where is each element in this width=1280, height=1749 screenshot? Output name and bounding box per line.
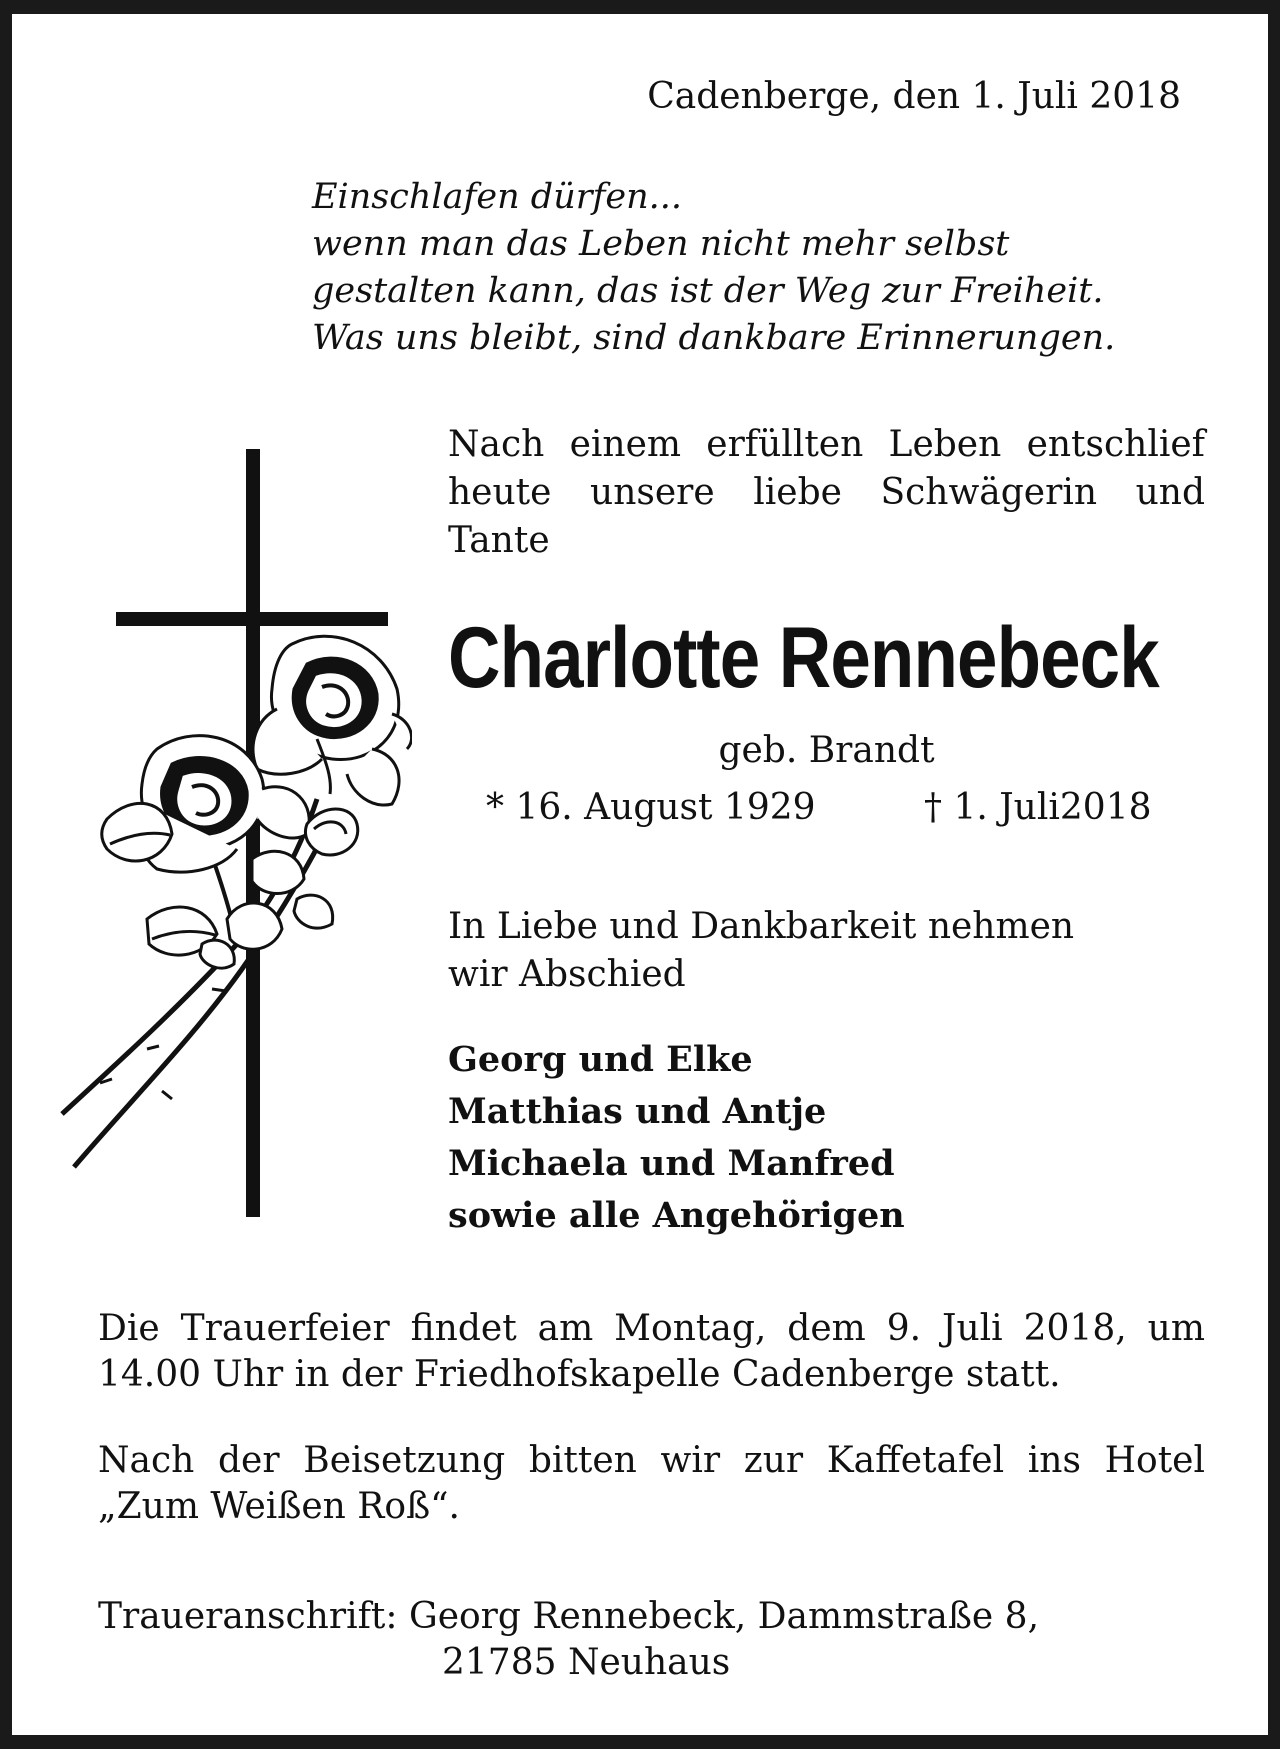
mourners-list — [448, 1034, 905, 1242]
announcement-line: Tante — [448, 520, 550, 561]
mourner-line: sowie alle Angehörigen — [448, 1195, 905, 1236]
poem-line: Einschlafen dürfen... — [312, 177, 683, 217]
mourning-address — [98, 1594, 1039, 1686]
poem-line: wenn man das Leben nicht mehr selbst — [312, 224, 1010, 264]
birth-name: geb. Brandt — [718, 730, 935, 771]
poem-line: Was uns bleibt, sind dankbare Erinnerungen. — [312, 318, 1116, 358]
mourner-line: Michaela und Manfred — [448, 1143, 895, 1184]
mourner-line: Matthias und Antje — [448, 1091, 827, 1132]
poem-line: gestalten kann, das ist der Weg zur Freiheit. — [312, 271, 1104, 311]
reception-info — [98, 1438, 1205, 1530]
reception-line: Nach der Beisetzung bitten wir zur Kaffetafel ins Hotel — [98, 1440, 1205, 1481]
address-line: 21785 Neuhaus — [442, 1642, 731, 1683]
poem — [312, 174, 1115, 362]
service-line: Die Trauerfeier findet am Montag, dem 9. Juli 2018, um — [98, 1308, 1205, 1349]
farewell-text — [448, 903, 1074, 999]
announcement-line: heute unsere liebe Schwägerin und — [448, 472, 1205, 513]
farewell-line: In Liebe und Dankbarkeit nehmen — [448, 906, 1075, 947]
birth-date: * 16. August 1929 — [486, 787, 816, 828]
farewell-line: wir Abschied — [448, 954, 686, 995]
service-line: 14.00 Uhr in der Friedhofskapelle Cadenberge statt. — [98, 1354, 1061, 1395]
cross-icon — [52, 449, 412, 1224]
funeral-service-info — [98, 1306, 1205, 1398]
death-date: † 1. Juli2018 — [924, 787, 1152, 828]
roses-icon — [62, 636, 412, 1167]
address-line: Traueranschrift: Georg Rennebeck, Dammstraße 8, — [98, 1596, 1040, 1637]
mourner-line: Georg und Elke — [448, 1039, 753, 1080]
reception-line: „Zum Weißen Roß“. — [98, 1486, 460, 1527]
announcement-line: Nach einem erfüllten Leben entschlief — [448, 424, 1205, 465]
announcement — [448, 421, 1205, 565]
deceased-name: Charlotte Rennebeck — [448, 610, 1159, 706]
place-date: Cadenberge, den 1. Juli 2018 — [647, 76, 1181, 117]
